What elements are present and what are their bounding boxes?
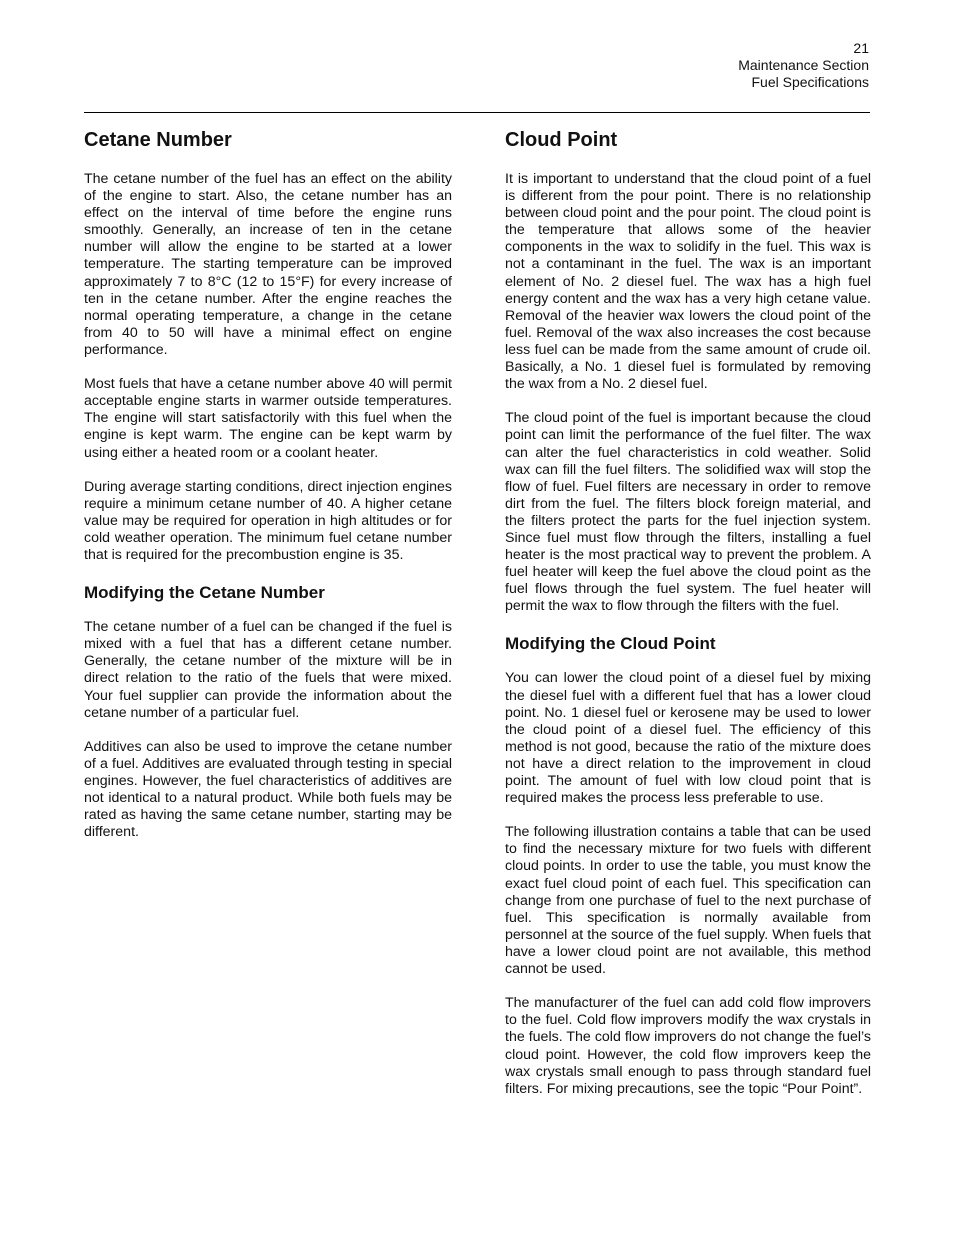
paragraph: It is important to understand that the cloud point of a fuel is different from the pour point. There is no relationship between cloud point and the pour point. The cloud point is the temperature that allows some of the heavier components in the wax to solidify in the fuel. This wax is not a contaminant in the fuel. The wax is an important element of No. 2 diesel fuel. The wax has a high fuel energy content and the wax has a very high cetane value. Removal of the heavier wax lowers the cloud point of the fuel. Removal of the wax also increases the cost because less fuel can be made from the same amount of crude oil. Basically, a No. 1 diesel fuel is formulated by removing the wax from a No. 2 diesel fuel.: [505, 171, 871, 393]
right-column: [505, 126, 871, 1115]
modifying-cloud-point-heading: Modifying the Cloud Point: [505, 634, 716, 654]
page-number: 21: [853, 40, 869, 56]
paragraph: The manufacturer of the fuel can add cold flow improvers to the fuel. Cold flow improvers modify the wax crystals in the fuels. The cold flow improvers do not change the fuel’s cloud point. However, the cold flow improvers keep the wax crystals small enough to pass through standard fuel filters. For mixing precautions, see the topic “Pour Point”.: [505, 995, 871, 1097]
cetane-number-heading: Cetane Number: [84, 129, 232, 151]
subsection-title: Fuel Specifications: [751, 74, 869, 90]
paragraph: During average starting conditions, direct injection engines require a minimum cetane number of 40. A higher cetane value may be required for operation in high altitudes or for cold weather operation. The minimum fuel cetane number that is required for the precombustion engine is 35.: [84, 478, 452, 564]
paragraph: The cloud point of the fuel is important because the cloud point can limit the performance of the fuel filter. The wax can alter the fuel characteristics in cold weather. Solid wax can fill the fuel filters. The solidified wax will stop the flow of fuel. Fuel filters are necessary in order to remove dirt from the fuel. The filters block foreign material, and the filters protect the parts for the fuel injection system. Since fuel must flow through the filters, installing a fuel heater is the most practical way to prevent the problem. A fuel heater will keep the fuel above the cloud point as the fuel flows through the fuel system. The fuel heater will permit the wax to flow through the filters with the fuel.: [505, 410, 871, 615]
paragraph: The following illustration contains a table that can be used to find the necessary mixture for two fuels with different cloud points. In order to use the table, you must know the exact fuel cloud point of each fuel. This specification can change from one purchase of fuel to the next purchase of fuel. This specification is normally available from personnel at the source of the fuel supply. When fuels that have a lower cloud point are not available, this method cannot be used.: [505, 824, 871, 978]
paragraph: Additives can also be used to improve the cetane number of a fuel. Additives are evaluated through testing in special engines. However, the fuel characteristics of additives are not identical to a natural product. While both fuels may be rated as having the same cetane number, starting may be different.: [84, 738, 452, 841]
paragraph: The cetane number of a fuel can be changed if the fuel is mixed with a fuel that has a different cetane number. Generally, the cetane number of the mixture will be in direct relation to the ratio of the fuels that were mixed. Your fuel supplier can provide the information about the cetane number of a particular fuel.: [84, 619, 452, 721]
paragraph: The cetane number of the fuel has an effect on the ability of the engine to start. Also, the cetane number has an effect on the interval of time before the engine runs smoothly. Generally, an increase of ten in the cetane number will allow the engine to be started at a lower temperature. The starting temperature can be improved approximately 7 to 8°C (12 to 15°F) for every increase of ten in the cetane number. After the engine reaches the normal operating temperature, a change in the cetane from 40 to 50 will have a minimal effect on engine performance.: [84, 171, 452, 358]
running-header: [738, 40, 869, 91]
modifying-cetane-heading: Modifying the Cetane Number: [84, 583, 325, 603]
section-title: Maintenance Section: [738, 57, 869, 73]
cloud-point-heading: Cloud Point: [505, 129, 618, 151]
left-column: [84, 126, 452, 858]
paragraph: You can lower the cloud point of a diesel fuel by mixing the diesel fuel with a different fuel that has a lower cloud point. No. 1 diesel fuel or kerosene may be used to lower the cloud point of a diesel fuel. The efficiency of this method is not good, because the ratio of the mixture does not have a direct relation to the improvement in cloud point. The amount of fuel with low cloud point that is required makes the process less preferable to use.: [505, 670, 871, 807]
header-rule: [84, 112, 870, 113]
paragraph: Most fuels that have a cetane number above 40 will permit acceptable engine starts in warmer outside temperatures. The engine will start satisfactorily with this fuel when the engine is kept warm. The engine can be kept warm by using either a heated room or a coolant heater.: [84, 376, 452, 461]
